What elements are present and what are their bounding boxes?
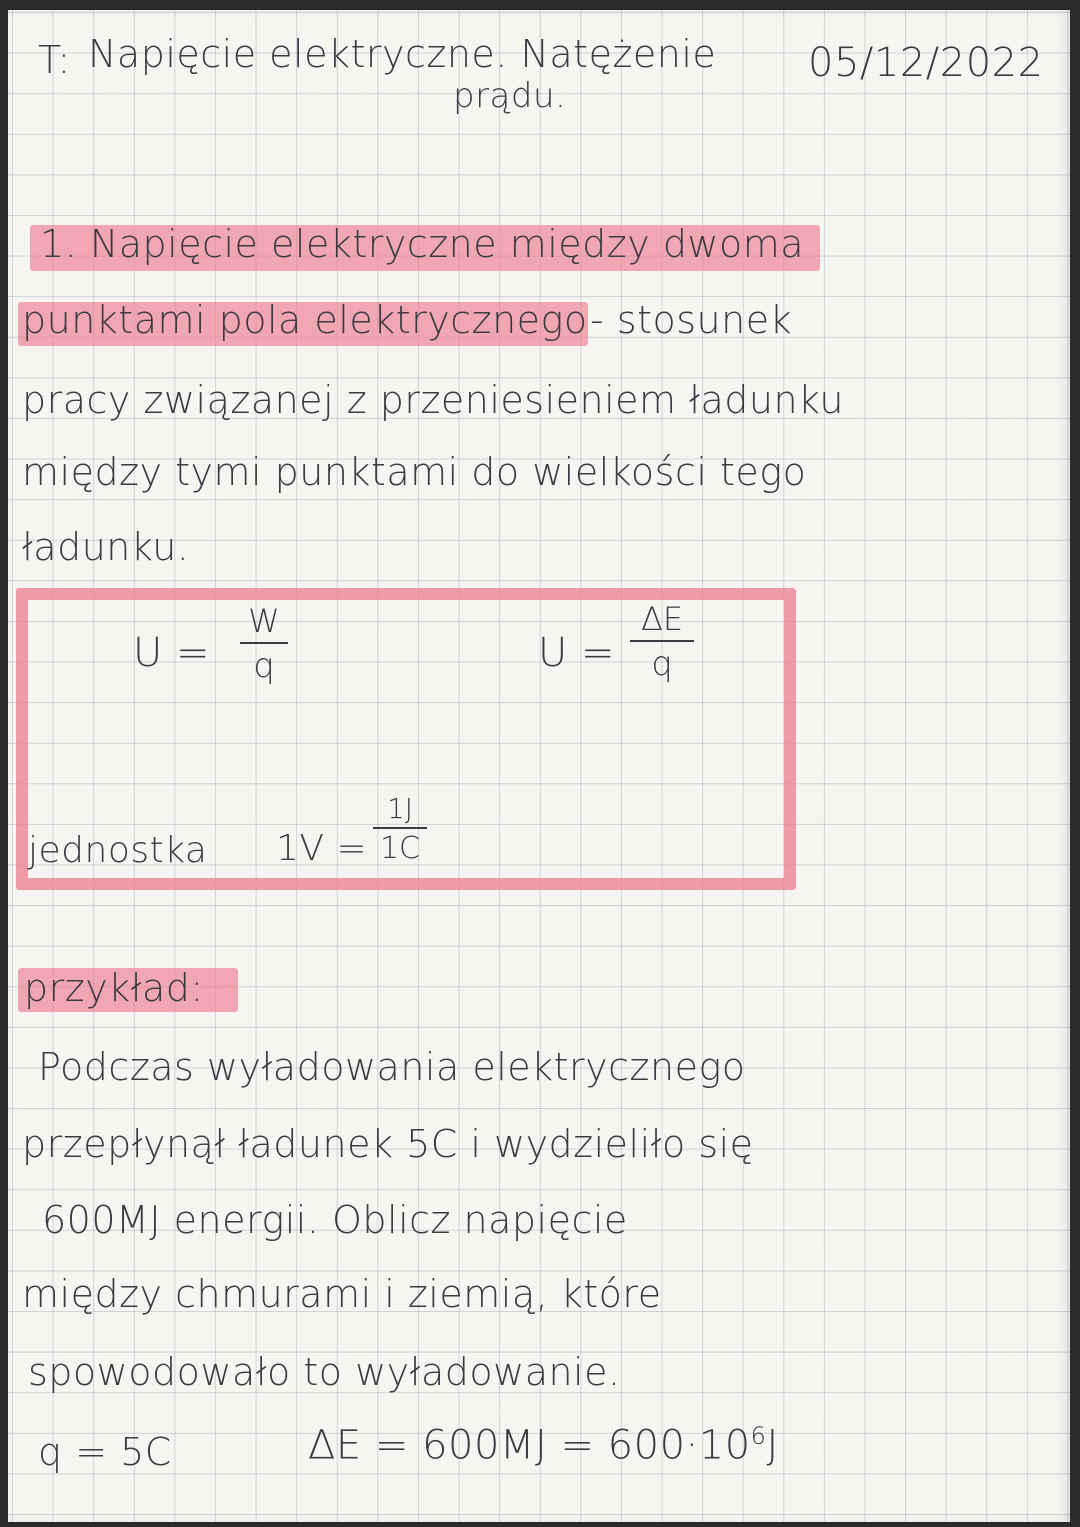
date: 05/12/2022: [808, 40, 1044, 86]
given-energy-value: ΔE = 600MJ = 600·10: [308, 1422, 751, 1469]
formula2-fraction: [630, 600, 694, 684]
unit-fraction-bar: [373, 827, 427, 829]
topic-title-continued: prądu.: [453, 76, 567, 116]
formula1-fraction: [240, 602, 288, 686]
definition-line1: 1. Napięcie elektryczne między dwoma: [40, 222, 805, 266]
unit-label: jednostka: [28, 830, 208, 871]
unit-denominator: 1C: [379, 831, 421, 866]
unit-fraction: [373, 792, 427, 866]
example-line2: przepłynął ładunek 5C i wydzieliło się: [22, 1122, 754, 1166]
formula1-lhs: U =: [133, 630, 211, 676]
definition-line2-rest: - stosunek: [590, 298, 793, 342]
given-energy-unit: J: [766, 1422, 779, 1469]
definition-line2-highlight: punktami pola elektrycznego: [22, 298, 588, 342]
formula2-lhs: U =: [538, 630, 616, 676]
formula2-denominator: q: [651, 644, 673, 684]
formula1-fraction-bar: [240, 642, 288, 644]
unit-numerator: 1J: [386, 792, 414, 825]
example-line5: spowodowało to wyładowanie.: [28, 1350, 621, 1394]
example-line1: Podczas wyładowania elektrycznego: [38, 1045, 746, 1089]
formula2-fraction-bar: [630, 640, 694, 642]
given-energy: [308, 1422, 779, 1468]
formula2-numerator: ΔE: [640, 600, 684, 638]
formula1-denominator: q: [253, 646, 275, 686]
definition-line4: między tymi punktami do wielkości tego: [22, 450, 807, 494]
notebook-page: [8, 10, 1070, 1522]
unit-lhs: 1V =: [276, 828, 368, 869]
given-charge: q = 5C: [38, 1430, 172, 1474]
formula1-numerator: W: [248, 602, 280, 640]
definition-line5: ładunku.: [22, 525, 190, 569]
example-line3: 600MJ energii. Oblicz napięcie: [42, 1198, 628, 1242]
topic-prefix: T:: [38, 38, 71, 82]
topic-title: Napięcie elektryczne. Natężenie: [88, 32, 717, 76]
definition-line3: pracy związanej z przeniesieniem ładunku: [22, 378, 844, 422]
given-energy-exponent: 6: [750, 1422, 767, 1450]
example-line4: między chmurami i ziemią, które: [22, 1272, 662, 1316]
example-label: przykład:: [24, 966, 204, 1010]
